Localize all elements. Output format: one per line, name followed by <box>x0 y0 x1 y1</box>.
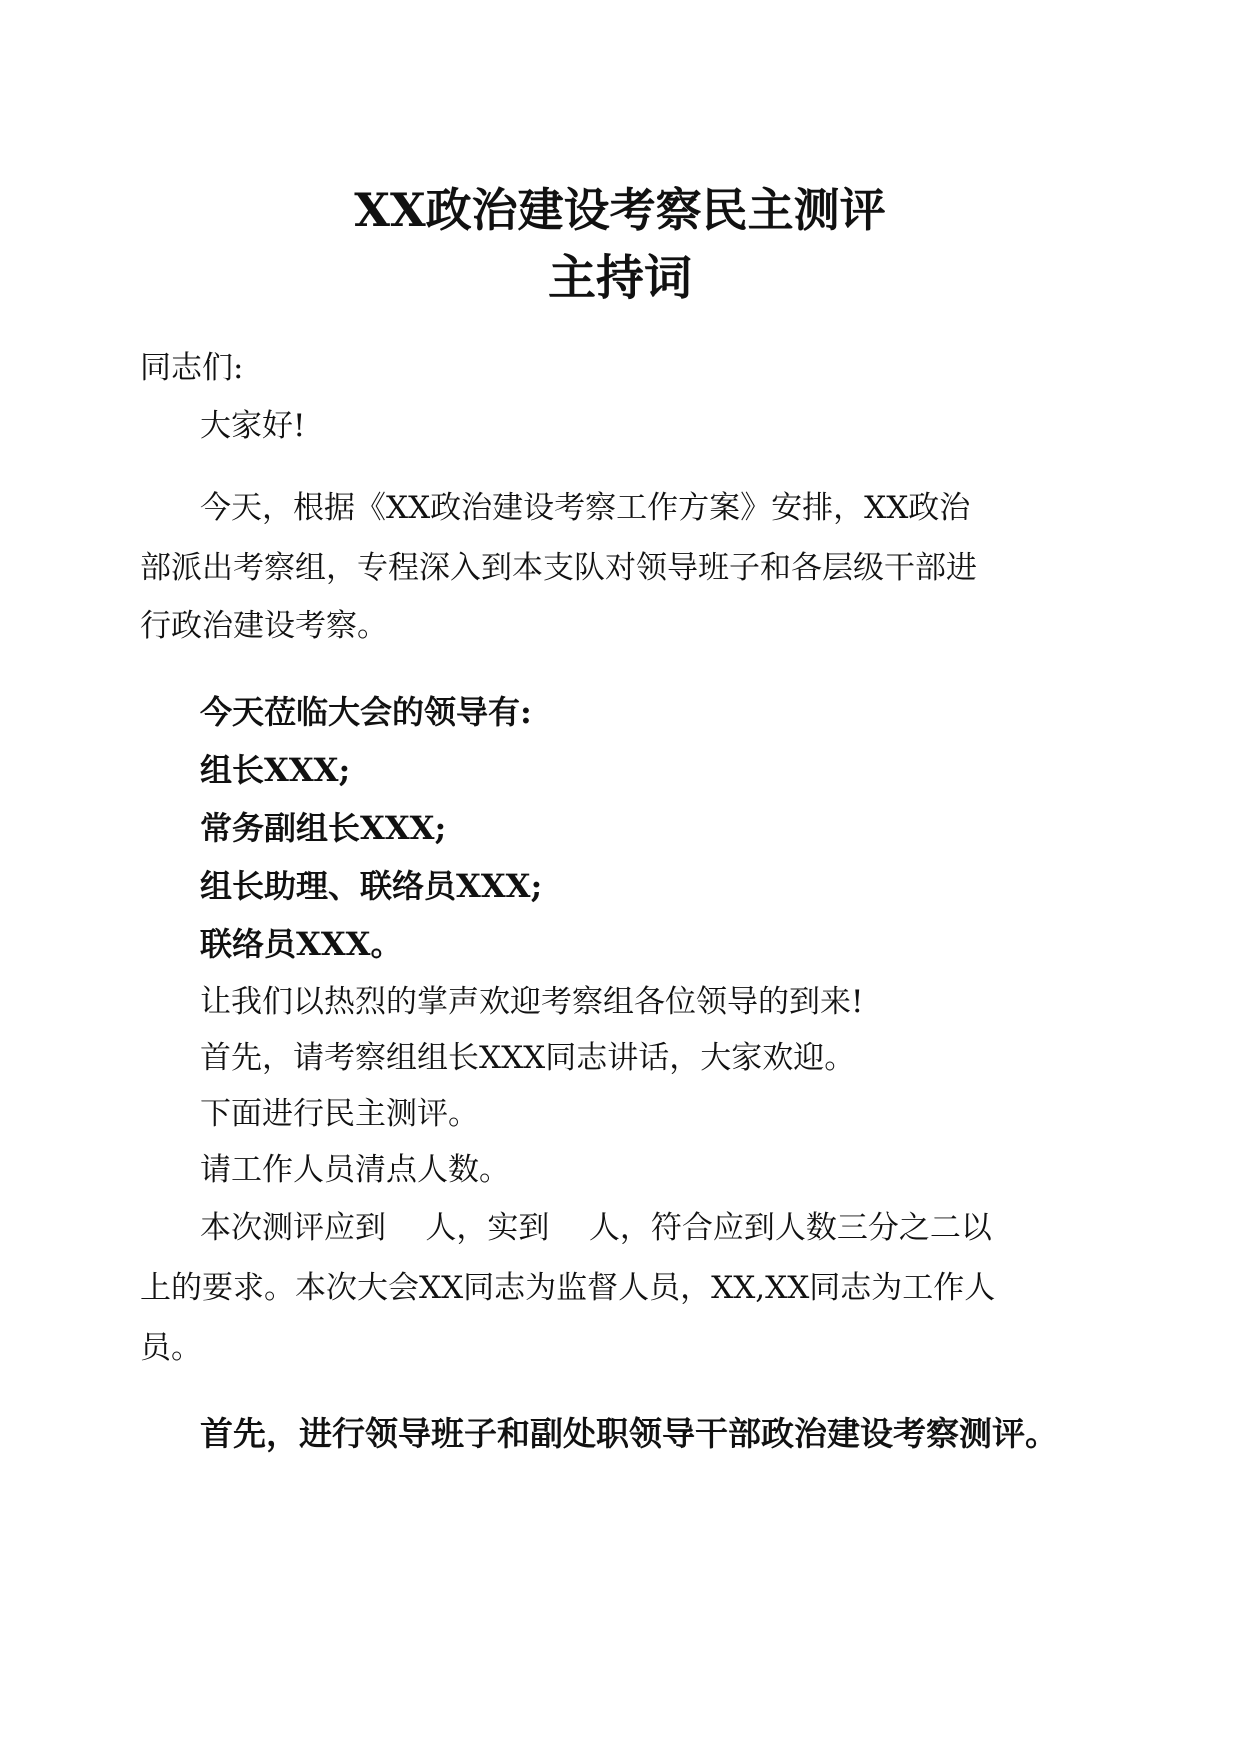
intro-line-2: 部派出考察组，专程深入到本支队对领导班子和各层级干部进 <box>140 550 977 586</box>
count-line-2: 上的要求。本次大会XX同志为监督人员，XX,XX同志为工作人 <box>140 1270 996 1306</box>
leaders-heading: 今天莅临大会的领导有: <box>200 693 532 731</box>
count-line-1: 本次测评应到 人，实到 人，符合应到人数三分之二以 <box>200 1210 992 1246</box>
procedure-line: 请工作人员清点人数。 <box>200 1152 510 1188</box>
document-subtitle: 主持词 <box>547 250 692 306</box>
leader-item: 常务副组长XXX; <box>200 809 447 847</box>
leader-item: 组长助理、联络员XXX; <box>200 867 543 905</box>
salutation: 同志们: <box>140 350 244 386</box>
greeting: 大家好! <box>200 408 306 444</box>
leader-item: 组长XXX; <box>200 751 351 789</box>
intro-line-1: 今天，根据《XX政治建设考察工作方案》安排，XX政治 <box>200 490 971 526</box>
procedure-line: 首先，请考察组组长XXX同志讲话，大家欢迎。 <box>200 1040 856 1076</box>
leader-item: 联络员XXX。 <box>200 925 403 963</box>
intro-line-3: 行政治建设考察。 <box>140 608 388 644</box>
closing-statement: 首先，进行领导班子和副处职领导干部政治建设考察测评。 <box>200 1414 1058 1453</box>
procedure-line: 下面进行民主测评。 <box>200 1096 479 1132</box>
document-title: XX政治建设考察民主测评 <box>354 183 886 237</box>
count-line-3: 员。 <box>140 1330 202 1366</box>
procedure-line: 让我们以热烈的掌声欢迎考察组各位领导的到来! <box>200 984 864 1020</box>
